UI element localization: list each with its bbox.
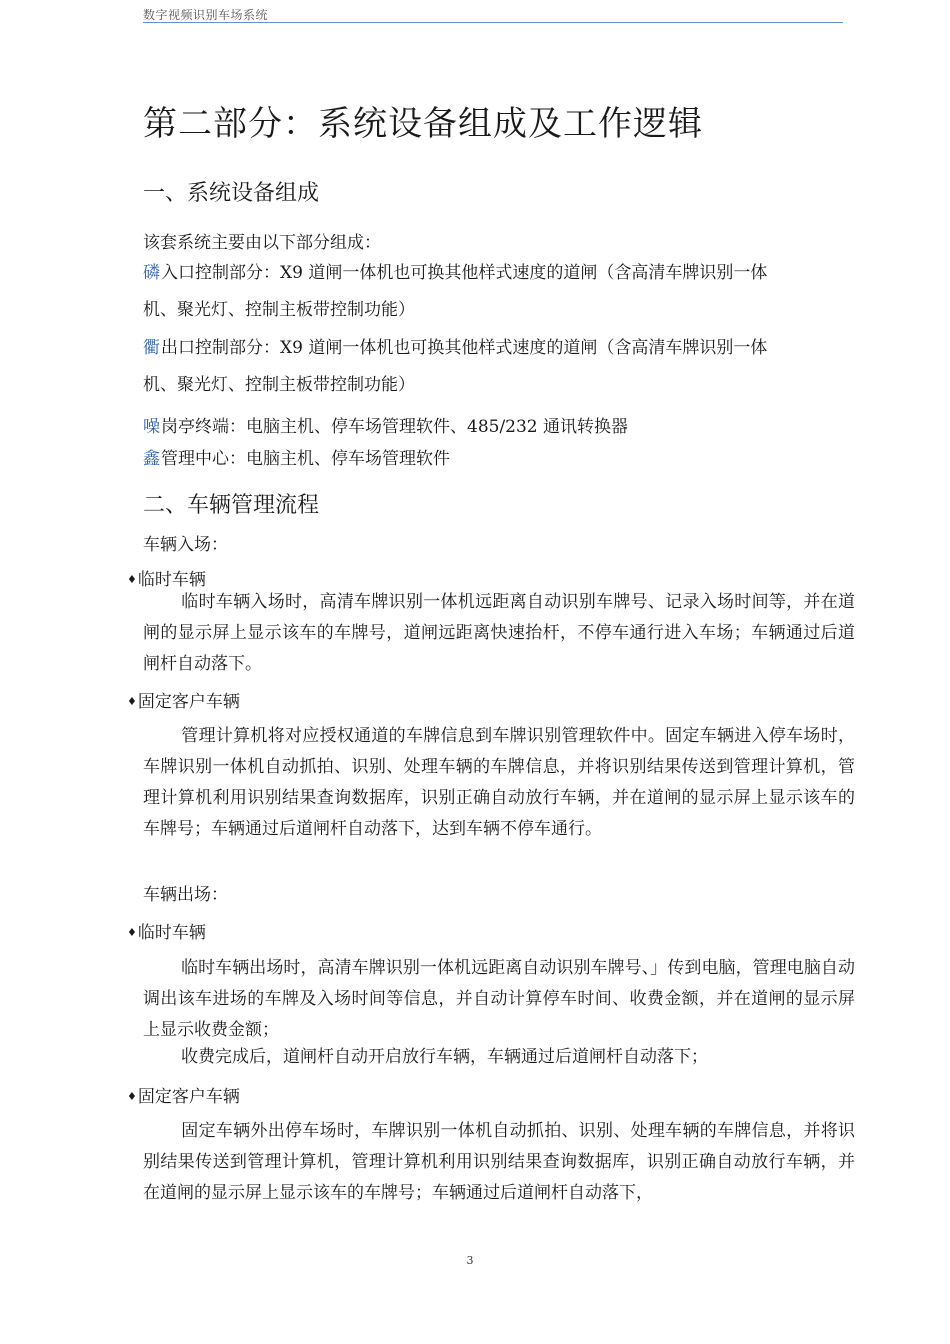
item-marker: 磷 — [143, 263, 160, 283]
item-text: 入口控制部分：X9 道闸一体机也可换其他样式速度的道闸（含高清车牌识别一体 — [161, 263, 768, 283]
paragraph-temp-exit-2 — [143, 1042, 855, 1073]
diamond-bullet-icon: ♦ — [127, 1090, 137, 1103]
item-text: 岗亭终端：电脑主机、停车场管理软件、485/232 通讯转换器 — [161, 417, 629, 437]
bullet-fixed-entry — [127, 687, 240, 712]
page-number: 3 — [466, 1254, 474, 1267]
item-text: 出口控制部分：X9 道闸一体机也可换其他样式速度的道闸（含高清车牌识别一体 — [161, 338, 768, 358]
paragraph-fixed-entry — [143, 721, 855, 845]
item-text-cont: 机、聚光灯、控制主板带控制功能） — [143, 300, 415, 320]
bullet-label: 固定客户车辆 — [137, 692, 240, 712]
bullet-label: 固定客户车辆 — [137, 1087, 240, 1107]
section1-heading: 一、系统设备组成 — [143, 181, 320, 206]
diamond-bullet-icon: ♦ — [127, 695, 137, 708]
bullet-temp-exit — [127, 918, 206, 943]
item-marker: 噪 — [143, 417, 160, 437]
bullet-label: 临时车辆 — [137, 570, 206, 590]
part-title: 第二部分：系统设备组成及工作逻辑 — [143, 104, 703, 144]
paragraph-text: 固定车辆外出停车场时，车牌识别一体机自动抓拍、识别、处理车辆的车牌信息，并将识别结果传送到管理计算机，管理计算机利用识别结果查询数据库，识别正确自动放行车辆，并在道闸的显示屏上显示该车的车牌号；车辆通过后道闸杆自动落下， — [143, 1121, 855, 1203]
diamond-bullet-icon: ♦ — [127, 573, 137, 586]
paragraph-text: 管理计算机将对应授权通道的车牌信息到车牌识别管理软件中。固定车辆进入停车场时，车牌识别一体机自动抓拍、识别、处理车辆的车牌信息，并将识别结果传送到管理计算机，管理计算机利用识别结果查询数据库，识别正确自动放行车辆，并在道闸的显示屏上显示该车的车牌号；车辆通过后道闸杆自动落下，达到车辆不停车通行。 — [143, 726, 855, 839]
item-marker: 衢 — [143, 338, 160, 358]
paragraph-temp-entry — [143, 587, 855, 680]
exit-label: 车辆出场： — [143, 885, 228, 905]
running-header: 数字视频识别车场系统 — [143, 8, 269, 22]
section2-heading: 二、车辆管理流程 — [143, 493, 320, 518]
item-text: 管理中心：电脑主机、停车场管理软件 — [161, 449, 450, 469]
bullet-fixed-exit — [127, 1082, 240, 1107]
component-item-exit — [143, 330, 767, 404]
header-rule — [143, 22, 843, 23]
bullet-label: 临时车辆 — [137, 923, 206, 943]
diamond-bullet-icon: ♦ — [127, 926, 137, 939]
paragraph-fixed-exit — [143, 1116, 855, 1209]
item-text-cont: 机、聚光灯、控制主板带控制功能） — [143, 375, 415, 395]
component-item-entry — [143, 255, 767, 329]
section1-intro: 该套系统主要由以下部分组成： — [143, 233, 381, 253]
entry-label: 车辆入场： — [143, 535, 228, 555]
paragraph-text: 临时车辆入场时，高清车牌识别一体机远距离自动识别车牌号、记录入场时间等，并在道闸的显示屏上显示该车的车牌号，道闸远距离快速抬杆，不停车通行进入车场；车辆通过后道闸杆自动落下。 — [143, 592, 855, 674]
paragraph-temp-exit — [143, 953, 855, 1046]
component-item-center — [143, 441, 450, 478]
item-marker: 鑫 — [143, 449, 160, 469]
paragraph-text: 临时车辆出场时，高清车牌识别一体机远距离自动识别车牌号、」传到电脑，管理电脑自动调出该车进场的车牌及入场时间等信息，并自动计算停车时间、收费金额，并在道闸的显示屏上显示收费金额； — [143, 958, 855, 1040]
paragraph-text: 收费完成后，道闸杆自动开启放行车辆，车辆通过后道闸杆自动落下； — [181, 1047, 708, 1067]
